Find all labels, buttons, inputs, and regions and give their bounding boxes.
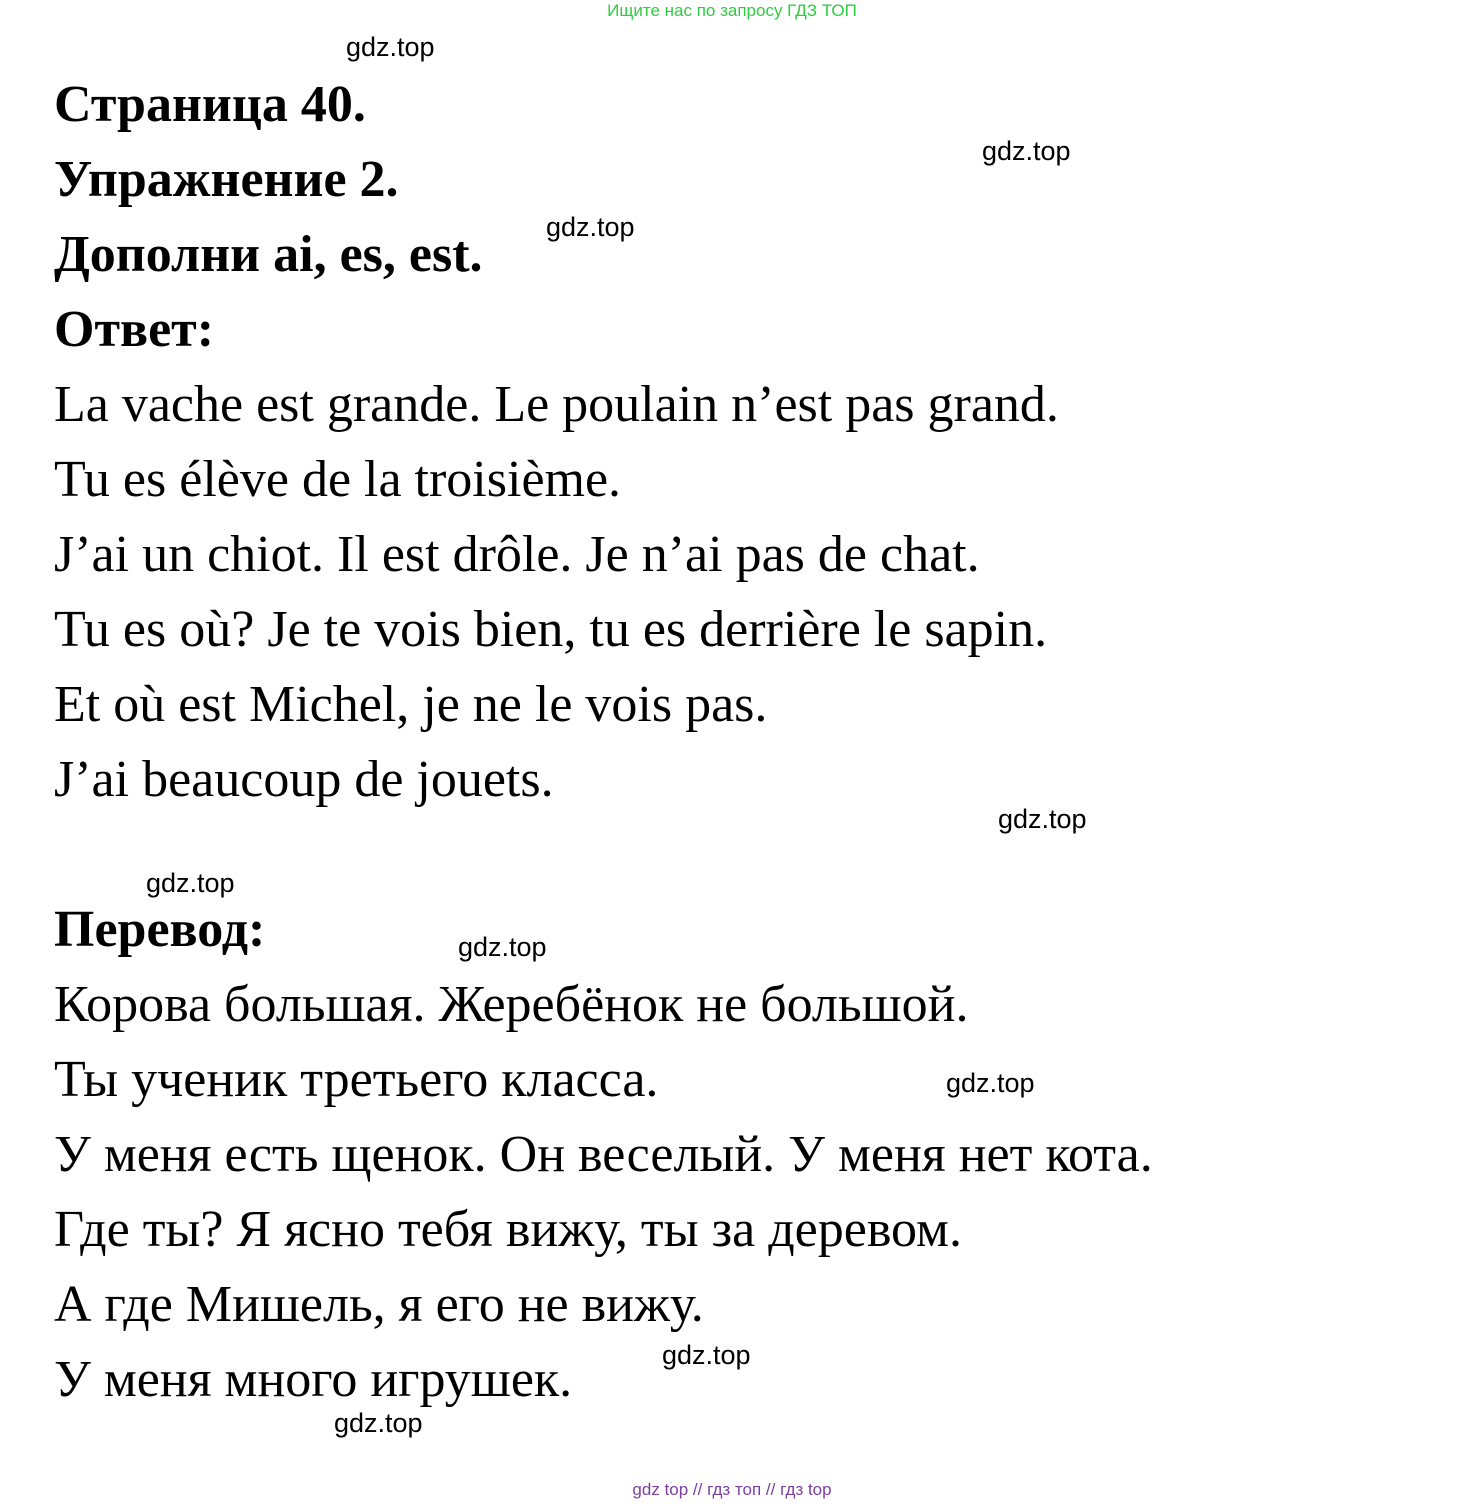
watermark: gdz.top xyxy=(334,1408,423,1438)
answer-line: La vache est grande. Le poulain n’est pas grand. xyxy=(54,376,1059,433)
answer-line: Tu es élève de la troisième. xyxy=(54,451,622,508)
answer-line: Tu es où? Je te vois bien, tu es derrière le sapin. xyxy=(54,601,1048,658)
answer-line: J’ai un chiot. Il est drôle. Je n’ai pas de chat. xyxy=(54,526,980,583)
footer-links[interactable]: gdz top // гдз топ // гдз top xyxy=(632,1480,832,1499)
answer-line: J’ai beaucoup de jouets. xyxy=(54,751,554,808)
watermark: gdz.top xyxy=(458,932,547,962)
watermark: gdz.top xyxy=(546,212,635,242)
page-title: Страница 40. xyxy=(54,76,366,133)
watermark: gdz.top xyxy=(982,136,1071,166)
exercise-title: Упражнение 2. xyxy=(54,151,399,208)
translation-line: У меня много игрушек. xyxy=(54,1351,573,1408)
watermark: gdz.top xyxy=(662,1340,751,1370)
watermark: gdz.top xyxy=(998,804,1087,834)
translation-line: А где Мишель, я его не вижу. xyxy=(54,1276,704,1333)
watermark: gdz.top xyxy=(946,1068,1035,1098)
task-title: Дополни ai, es, est. xyxy=(54,226,483,283)
translation-line: Где ты? Я ясно тебя вижу, ты за деревом. xyxy=(54,1201,962,1258)
top-banner[interactable]: Ищите нас по запросу ГДЗ ТОП xyxy=(607,1,857,20)
watermark: gdz.top xyxy=(146,868,235,898)
translation-heading: Перевод: xyxy=(54,901,266,958)
watermark: gdz.top xyxy=(346,32,435,62)
translation-line: Ты ученик третьего класса. xyxy=(54,1051,659,1108)
answer-heading: Ответ: xyxy=(54,301,215,358)
translation-line: У меня есть щенок. Он веселый. У меня нет кота. xyxy=(54,1126,1153,1183)
answer-line: Et où est Michel, je ne le vois pas. xyxy=(54,676,768,733)
translation-line: Корова большая. Жеребёнок не большой. xyxy=(54,976,969,1033)
